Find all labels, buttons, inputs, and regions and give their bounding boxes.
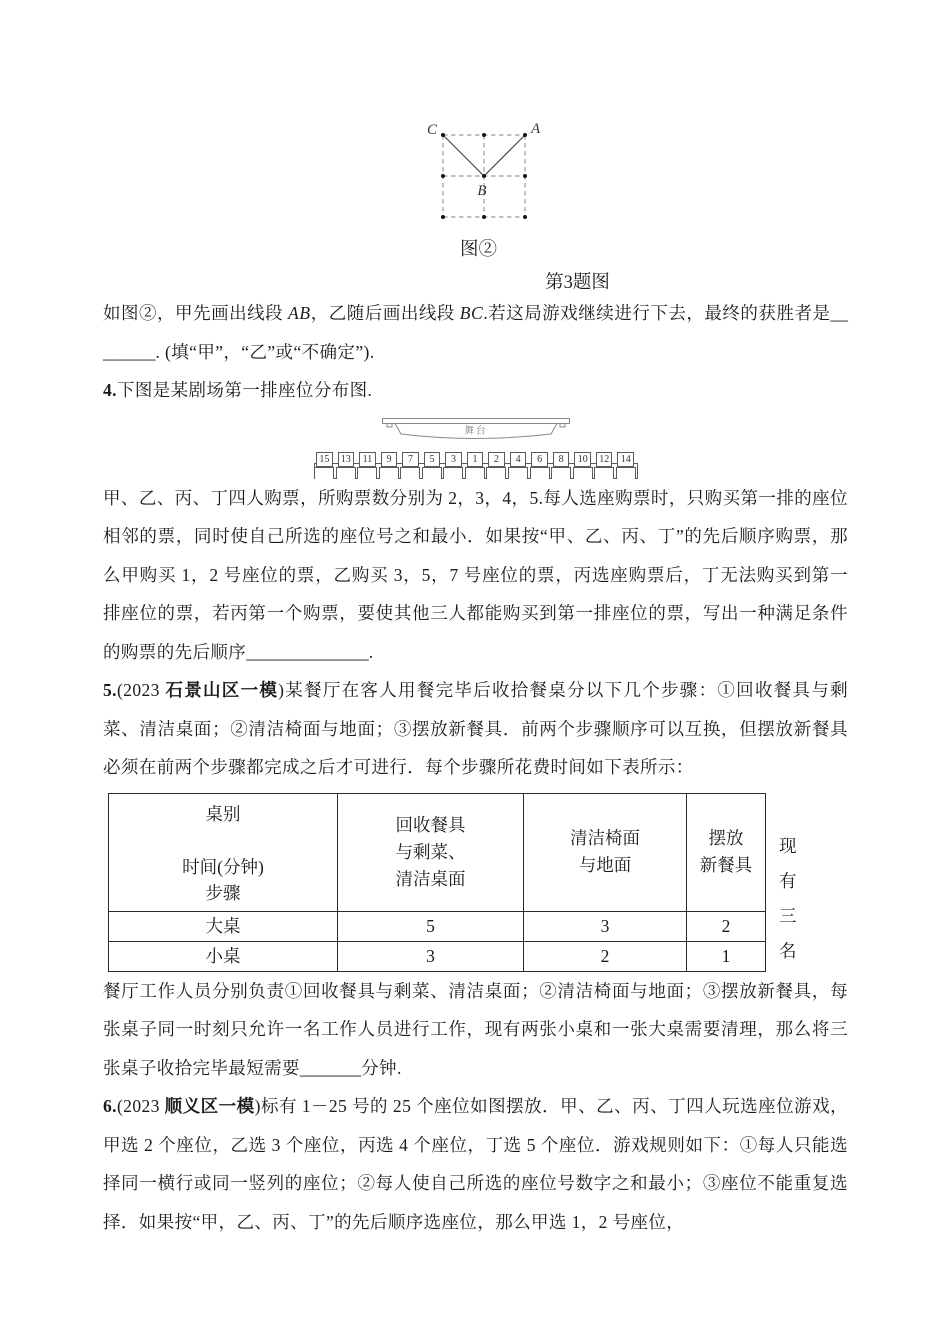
seat-row [314,452,638,479]
value-cell: 1 [687,941,766,971]
text-run: _______ [299,1057,362,1078]
seat-number: 5 [424,452,441,467]
seat-number: 2 [488,452,505,467]
seat [593,452,615,479]
seat [550,452,572,479]
seat-base [530,467,550,479]
seat [314,452,336,479]
text-run: . (填“甲”，“乙”或“不确定”). [155,341,375,362]
seat-base [594,467,614,479]
column-header-line: 清洁椅面 [570,828,640,848]
seat-row-endpost [637,463,638,479]
figure-caption: 图② [459,240,497,260]
seat-base [573,467,593,479]
seat-base [443,467,463,479]
seat-number: 6 [531,452,548,467]
seat-number: 7 [402,452,419,467]
column-header-cell [687,793,766,911]
column-header-cell [524,793,687,911]
text-run: ________ [103,303,848,362]
text-run: ______________ [246,641,369,662]
theater-diagram [103,417,848,479]
seat-number: 11 [359,452,376,467]
seat-number: 9 [381,452,398,467]
seat-base [551,467,571,479]
value-cell: 5 [338,911,524,941]
wrapped-text-column: 现有三名 [779,835,797,961]
q6-text [103,1087,848,1241]
table-header-row [109,793,766,911]
seat-number: 3 [445,452,462,467]
seat-base [465,467,485,479]
seat [572,452,594,479]
text-run: 6. [103,1096,117,1116]
corner-header-line: 时间(分钟) [182,857,264,877]
seat [378,452,400,479]
text-run: AB [288,303,311,323]
figure-3-grid [389,120,579,234]
value-cell: 2 [687,911,766,941]
q5-tail-text [103,972,848,1088]
text-run: 石景山区一模 [165,680,279,700]
seat-base [336,467,356,479]
seat [486,452,508,479]
table-row [109,911,766,941]
row-label-cell: 大桌 [109,911,338,941]
column-header-line: 与地面 [578,855,632,875]
text-run: )某餐厅在客人用餐完毕后收拾餐桌分以下几个步骤：①回收餐具与剩菜、清洁桌面；②清洁椅面与地面；③摆放新餐具．前两个步骤顺序可以互换，但摆放新餐具必须在前两个步骤都完成之后才可进行．每个步骤所花费时间如下表所示： [103,680,849,777]
text-run: BC [459,303,484,323]
seat-base [508,467,528,479]
seat [335,452,357,479]
figure-subcaption: 第3题图 [545,273,610,293]
seat [464,452,486,479]
text-run: (2023 [116,680,166,700]
text-run: 下图是某剧场第一排座位分布图. [116,380,373,400]
page-content [0,120,950,1241]
seat-number: 1 [467,452,484,467]
q3-continuation-text [103,294,848,371]
seat [615,452,637,479]
column-header-line: 清洁桌面 [395,868,466,889]
column-header-line: 回收餐具 [395,814,466,835]
text-run: 5. [103,680,117,700]
value-cell: 2 [524,941,687,971]
seat-number: 12 [596,452,613,467]
text-run: 餐厅工作人员分别负责①回收餐具与剩菜、清洁桌面；②清洁椅面与地面；③摆放新餐具，每张桌子同一时刻只允许一名工作人员进行工作，现有两张小桌和一张大桌需要清理，那么将三张桌子收拾完毕最短需要 [103,980,848,1078]
q5-head-text [103,671,848,787]
stage-label: 舞台 [463,426,488,436]
text-run: .若这局游戏继续进行下去，最终的获胜者是 [483,303,831,323]
seat [421,452,443,479]
seat-base [357,467,377,479]
seat-base [400,467,420,479]
column-header-line: 摆放 [708,828,744,848]
text-run: 顺义区一模 [164,1096,255,1116]
seat-number: 15 [316,452,333,467]
seat-number: 8 [553,452,570,467]
table-row [109,941,766,971]
seat-base [379,467,399,479]
corner-header-line: 步骤 [205,883,241,903]
text-run: 4. [103,380,117,400]
column-header-line: 与剩菜、 [395,841,466,862]
row-label-cell: 小桌 [109,941,338,971]
value-cell: 3 [524,911,687,941]
seat [400,452,422,479]
q4-body-text [103,479,848,672]
text-run: . [368,641,374,662]
text-run: 分钟. [361,1057,402,1078]
corner-header-line: 桌别 [205,804,241,824]
seat [529,452,551,479]
text-run: (2023 [116,1096,165,1116]
q5-table-block [103,793,848,972]
column-header-cell [338,793,524,911]
seat-number: 10 [574,452,591,467]
seat-base [486,467,506,479]
seat-base [314,467,334,479]
seat [443,452,465,479]
seat [357,452,379,479]
text-run: ，乙随后画出线段 [310,303,460,323]
seat-base [616,467,636,479]
corner-header-cell [109,793,338,911]
seat-number: 13 [338,452,355,467]
value-cell: 3 [338,941,524,971]
text-run: )标有 1－25 号的 25 个座位如图摆放．甲、乙、丙、丁四人玩选座位游戏，甲选 2 个座位，乙选 3 个座位，丙选 4 个座位，丁选 5 个座位．游戏规则如下：①每人只能选择同一横行或同一竖列的座位；②每人使自己所选的座位号数字之和最小；③座位不能重复选择．如果按“甲，乙、丙、丁”的先后顺序选座位，那么甲选 1，2 号座位， [103,1096,848,1232]
column-header-line: 新餐具 [699,855,753,875]
point-label-B: B [476,183,487,199]
seat-number: 4 [510,452,527,467]
seat-number: 14 [617,452,634,467]
text-run: 甲、乙、丙、丁四人购票，所购票数分别为 2，3，4，5.每人选座购票时，只购买第一排的座位相邻的票，同时使自己所选的座位号之和最小．如果按“甲、乙、丙、丁”的先后顺序购票，那么甲购买 1，2 号座位的票，乙购买 3，5，7 号座位的票，丙选座购票后，丁无法购买到第一排座位的票，若丙第一个购票，要使其他三人都能购买到第一排座位的票，写出一种满足条件的购票的先后顺序 [103,487,848,662]
point-label-C: C [426,122,437,138]
seat-base [422,467,442,479]
steps-time-table [108,793,766,972]
seat [507,452,529,479]
stage-icon [381,417,571,444]
point-label-A: A [530,121,540,137]
text-run: 如图②，甲先画出线段 [103,303,289,323]
q4-title [103,371,848,410]
